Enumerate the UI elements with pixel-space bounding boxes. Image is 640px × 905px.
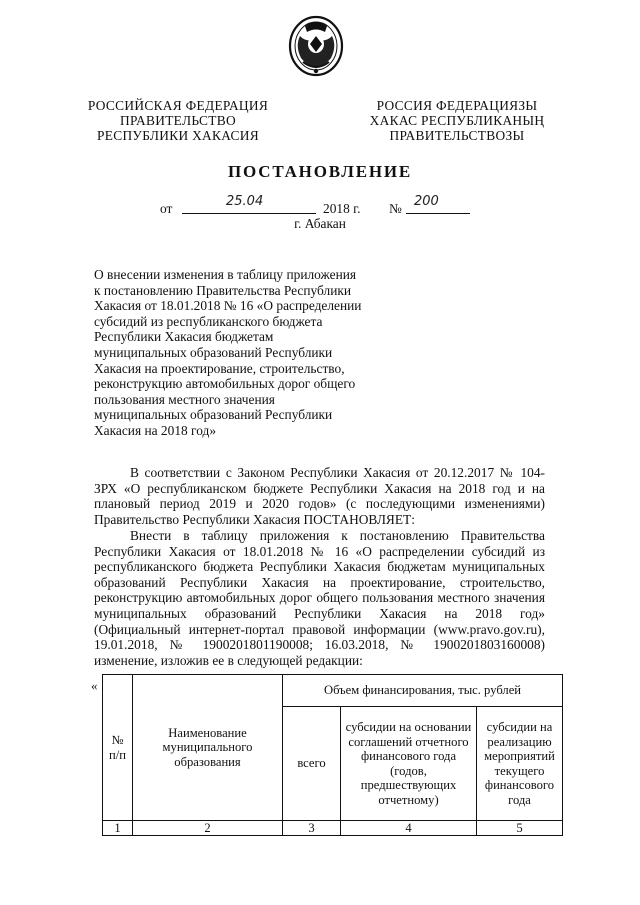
column-number-cell: 2 <box>133 821 283 836</box>
subject-line: реконструкцию автомобильных дорог общего <box>94 376 356 392</box>
subject-line: субсидий из республиканского бюджета <box>94 313 323 329</box>
subject-line-last: Хакасия на 2018 год» <box>94 422 217 438</box>
subject-line: пользования местного значения <box>94 391 275 407</box>
handwritten-number: 200 <box>414 194 439 209</box>
body-paragraph-2 <box>94 528 545 668</box>
subject-line: Хакасия от 18.01.2018 № 16 «О распределении <box>94 298 362 314</box>
subject-line: муниципальных образований Республики <box>94 344 333 360</box>
city-label: г. Абакан <box>294 216 346 231</box>
header-right-line-2: ХАКАС РЕСПУБЛИКАНЫҢ <box>369 113 545 128</box>
subject-line: Республики Хакасия бюджетам <box>94 329 274 345</box>
column-number-cell: 1 <box>103 821 133 836</box>
header-right-line-3: ПРАВИТЕЛЬСТВОЗЫ <box>389 128 525 143</box>
header-left-line-1: РОССИЙСКАЯ ФЕДЕРАЦИЯ <box>87 98 269 113</box>
subject-line: к постановлению Правительства Республики <box>94 282 352 298</box>
subject-block <box>94 267 376 439</box>
year-label: 2018 г. <box>323 201 361 216</box>
subject-line: О внесении изменения в таблицу приложения <box>94 267 357 282</box>
header-right-block <box>365 98 549 143</box>
header-col-current: субсидии на реализацию мероприятий текущего финансового года <box>477 707 563 821</box>
handwritten-date: 25.04 <box>226 194 264 209</box>
table-open-quote: « <box>91 678 98 693</box>
subject-line: Хакасия на проектирование, строительство, <box>94 360 345 376</box>
number-sign: № <box>389 201 402 216</box>
header-left-line-3: РЕСПУБЛИКИ ХАКАСИЯ <box>97 128 259 143</box>
financing-table <box>102 674 563 836</box>
column-number-cell: 3 <box>283 821 341 836</box>
header-right-line-1: РОССИЯ ФЕДЕРАЦИЯЗЫ <box>376 98 538 113</box>
header-group-financing: Объем финансирования, тыс. рублей <box>283 675 563 707</box>
header-left-block <box>84 98 272 143</box>
column-number-cell: 5 <box>477 821 563 836</box>
coat-of-arms-emblem <box>287 14 345 78</box>
header-col-name: Наименование муниципального образования <box>133 675 283 821</box>
header-col-number: № п/п <box>103 675 133 821</box>
header-col-agreements: субсидии на основании соглашений отчетного финансового года (годов, предшествующих отчетному) <box>341 707 477 821</box>
column-number-cell: 4 <box>341 821 477 836</box>
subject-line: муниципальных образований Республики <box>94 407 333 423</box>
header-col-total: всего <box>283 707 341 821</box>
document-title: ПОСТАНОВЛЕНИЕ <box>227 162 413 181</box>
paragraph-text: В соответствии с Законом Республики Хакасия от 20.12.2017 № 104-ЗРХ «О республиканском бюджете Республики Хакасия на 2018 год и на плановый период 2019 и 2020 годов» (с последующими изменениями) Правительство Республики Хакасия ПОСТАНОВЛЯЕТ: <box>94 465 545 527</box>
date-prefix: от <box>160 201 173 216</box>
header-left-line-2: ПРАВИТЕЛЬСТВО <box>120 113 236 128</box>
body-paragraph-1 <box>94 465 545 527</box>
paragraph-text: Внести в таблицу приложения к постановлению Правительства Республики Хакасия от 18.01.2018 № 16 «О распределении субсидий из республиканского бюджета Республики Хакасия бюджетам муниципальных образований Республики Хакасия на проектирование, строительство, реконструкцию автомобильных дорог общего пользования местного значения муниципальных образований Республики Хакасия на 2018 год» (Официальный интернет-портал правовой информации (www.pravo.gov.ru), 19.01.2018, № 1900201801190008; 16.03.2018, № 1900201803160008) изменение, изложив ее в следующей редакции: <box>94 528 545 668</box>
